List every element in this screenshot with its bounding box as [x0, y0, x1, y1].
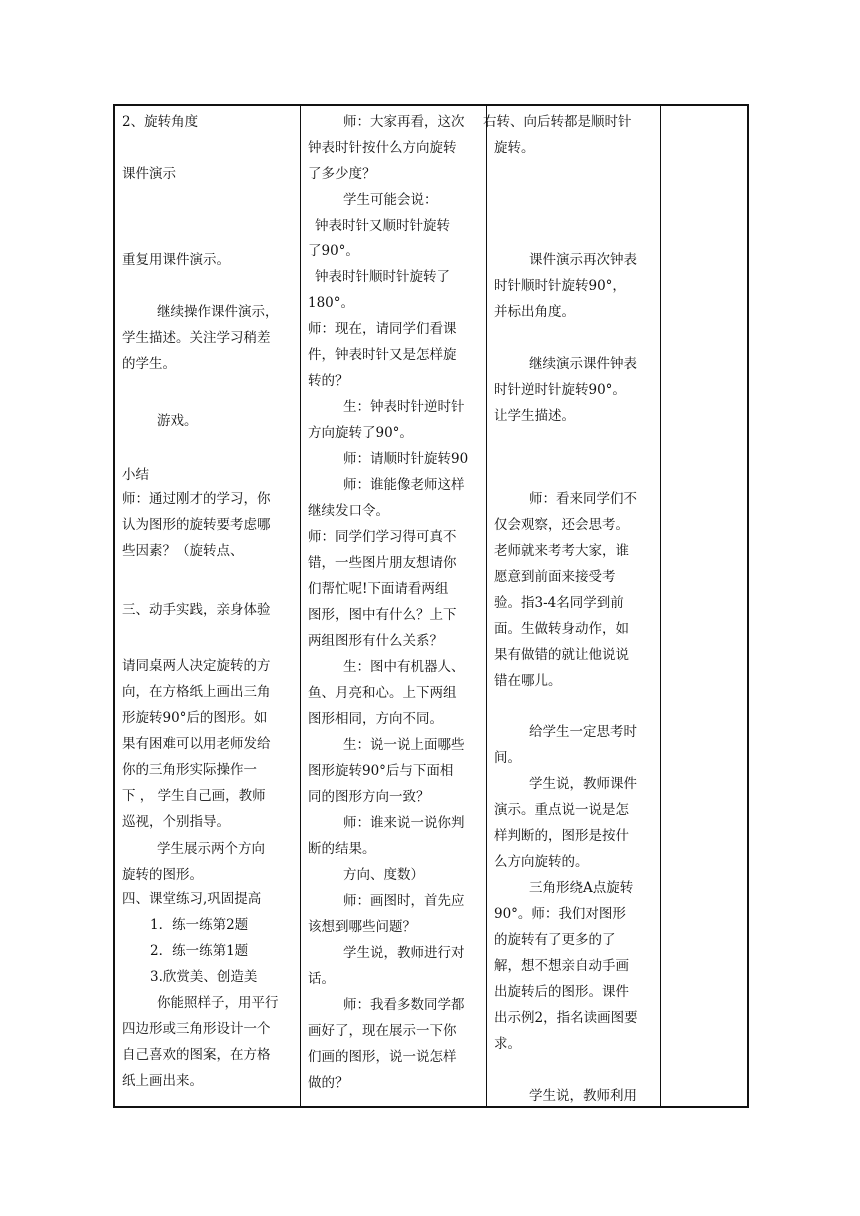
col2-line: 图形，图中有什么？上下 — [308, 607, 457, 623]
col3-line: 的旋转有了更多的了 — [494, 932, 616, 948]
col2-line: 生：图中有机器人、 — [343, 659, 465, 675]
column-teacher-student-activity — [301, 106, 487, 1106]
col2-line: 图形旋转90°后与下面相 — [308, 763, 454, 779]
col2-line: 两组图形有什么关系？ — [308, 633, 443, 649]
col2-line: 师：谁能像老师这样 — [343, 477, 465, 493]
col3-line: 演示。重点说一说是怎 — [494, 802, 629, 818]
col1-line: 四边形或三角形设计一个 — [122, 1021, 271, 1037]
col3-line: 让学生描述。 — [494, 408, 575, 424]
col2-line: 做的？ — [308, 1075, 349, 1091]
col2-line: 继续发口令。 — [308, 503, 389, 519]
col2-line: 方向、度数） — [343, 867, 424, 883]
col1-line: 小结 — [122, 467, 149, 483]
col1-line: 纸上画出来。 — [122, 1073, 203, 1089]
col1-line: 下 ， 学生自己画，教师 — [122, 788, 266, 804]
col3-line: 愿意到前面来接受考 — [494, 569, 616, 585]
col1-line: 学生描述。关注学习稍差 — [122, 330, 271, 346]
col3-line: 继续演示课件钟表 — [529, 356, 637, 372]
col1-line: 旋转的图形。 — [122, 867, 203, 883]
col1-line: 巡视，个别指导。 — [122, 814, 230, 830]
col3-line: 老师就来考考大家，谁 — [494, 543, 629, 559]
col3-line: 间。 — [494, 750, 521, 766]
col2-line: 180°。 — [308, 295, 355, 311]
col3-line: 么方向旋转的。 — [494, 854, 589, 870]
col2-line: 钟表时针又顺时针旋转 — [315, 218, 450, 234]
col1-line: 课件演示 — [122, 166, 176, 182]
col2-line: 同的图形方向一致？ — [308, 789, 430, 805]
column-teaching-steps — [115, 106, 301, 1106]
col1-line: 三、动手实践，亲身体验 — [122, 602, 271, 618]
col2-line: 画好了，现在展示一下你 — [308, 1023, 457, 1039]
col2-line: 话。 — [308, 971, 335, 987]
col3-line: 学生说，教师课件 — [529, 776, 637, 792]
col2-line: 方向旋转了90°。 — [308, 425, 413, 441]
col1-line: 3.欣赏美、创造美 — [150, 969, 258, 985]
col2-line: 该想到哪些问题？ — [308, 919, 416, 935]
col3-line: 旋转。 — [494, 140, 535, 156]
col3-line: 三角形绕A点旋转 — [529, 880, 634, 896]
col2-line: 师：请顺时针旋转90 — [343, 451, 469, 467]
col2-line: 学生说，教师进行对 — [343, 945, 465, 961]
col1-line: 自己喜欢的图案，在方格 — [122, 1047, 271, 1063]
col3-line: 验。指3-4名同学到前 — [494, 595, 624, 611]
col1-line: 重复用课件演示。 — [122, 252, 230, 268]
col3-line: 仅会观察，还会思考。 — [494, 517, 629, 533]
col2-line: 师：大家再看，这次 — [343, 114, 465, 130]
col3-line: 给学生一定思考时 — [529, 724, 637, 740]
col1-line: 1．练一练第2题 — [150, 917, 249, 933]
col2-line: 断的结果。 — [308, 841, 376, 857]
col2-line: 错，一些图片朋友想请你 — [308, 555, 457, 571]
col2-line: 师：我看多数同学都 — [343, 997, 465, 1013]
col1-line: 学生展示两个方向 — [157, 841, 265, 857]
col2-line: 生：说一说上面哪些 — [343, 737, 465, 753]
col3-line: 错在哪儿。 — [494, 673, 562, 689]
col3-line: 师：看来同学们不 — [529, 491, 637, 507]
col1-line: 继续操作课件演示， — [157, 304, 279, 320]
col1-line: 2．练一练第1题 — [150, 943, 249, 959]
col3-line: 90°。师：我们对图形 — [494, 906, 626, 922]
lesson-table — [113, 104, 749, 1108]
col1-line: 2、旋转角度 — [122, 114, 199, 130]
column-design-intent — [483, 106, 661, 1106]
col3-line: 课件演示再次钟表 — [529, 252, 637, 268]
col2-line: 师：谁来说一说你判 — [343, 815, 465, 831]
col2-line: 师：现在，请同学们看课 — [308, 321, 457, 337]
col3-line: 时针顺时针旋转90°， — [494, 278, 626, 294]
col2-line: 了90°。 — [308, 243, 359, 259]
col2-line: 师：画图时，首先应 — [343, 893, 465, 909]
col2-line: 图形相同，方向不同。 — [308, 711, 443, 727]
col3-line: 出旋转后的图形。课件 — [494, 984, 629, 1000]
col1-line: 向，在方格纸上画出三角 — [122, 684, 271, 700]
col2-line: 们帮忙呢!下面请看两组 — [308, 581, 449, 597]
col3-line: 样判断的，图形是按什 — [494, 828, 629, 844]
column-notes — [661, 106, 749, 1106]
col2-line: 钟表时针按什么方向旋转 — [308, 140, 457, 156]
col2-line: 转的？ — [308, 373, 349, 389]
col3-line: 并标出角度。 — [494, 304, 575, 320]
col1-line: 请同桌两人决定旋转的方 — [122, 658, 271, 674]
col3-line: 求。 — [494, 1036, 521, 1052]
col1-line: 果有困难可以用老师发给 — [122, 736, 271, 752]
col1-line: 师：通过刚才的学习，你 — [122, 491, 271, 507]
col1-line: 些因素？（旋转点、 — [122, 543, 244, 559]
col2-line: 们画的图形，说一说怎样 — [308, 1049, 457, 1065]
col3-line: 果有做错的就让他说说 — [494, 647, 629, 663]
col2-line: 件，钟表时针又是怎样旋 — [308, 347, 457, 363]
col3-line: 右转、向后转都是顺时针 — [483, 114, 632, 130]
col3-line: 学生说，教师利用 — [529, 1088, 637, 1104]
col1-line: 四、课堂练习,巩固提高 — [122, 891, 262, 907]
col1-line: 认为图形的旋转要考虑哪 — [122, 517, 271, 533]
col3-line: 时针逆时针旋转90°。 — [494, 382, 626, 398]
col2-line: 钟表时针顺时针旋转了 — [315, 269, 450, 285]
col3-line: 解，想不想亲自动手画 — [494, 958, 629, 974]
col3-line: 出示例2，指名读画图要 — [494, 1010, 638, 1026]
col2-line: 了多少度？ — [308, 166, 376, 182]
col1-line: 形旋转90°后的图形。如 — [122, 710, 268, 726]
col3-line: 面。生做转身动作，如 — [494, 621, 629, 637]
col1-line: 的学生。 — [122, 356, 176, 372]
col1-line: 你能照样子，用平行 — [157, 995, 279, 1011]
col2-line: 学生可能会说： — [343, 192, 438, 208]
col1-line: 游戏。 — [157, 413, 198, 429]
col2-line: 生：钟表时针逆时针 — [343, 399, 465, 415]
col2-line: 师：同学们学习得可真不 — [308, 529, 457, 545]
col2-line: 鱼、月亮和心。上下两组 — [308, 685, 457, 701]
col1-line: 你的三角形实际操作一 — [122, 762, 257, 778]
